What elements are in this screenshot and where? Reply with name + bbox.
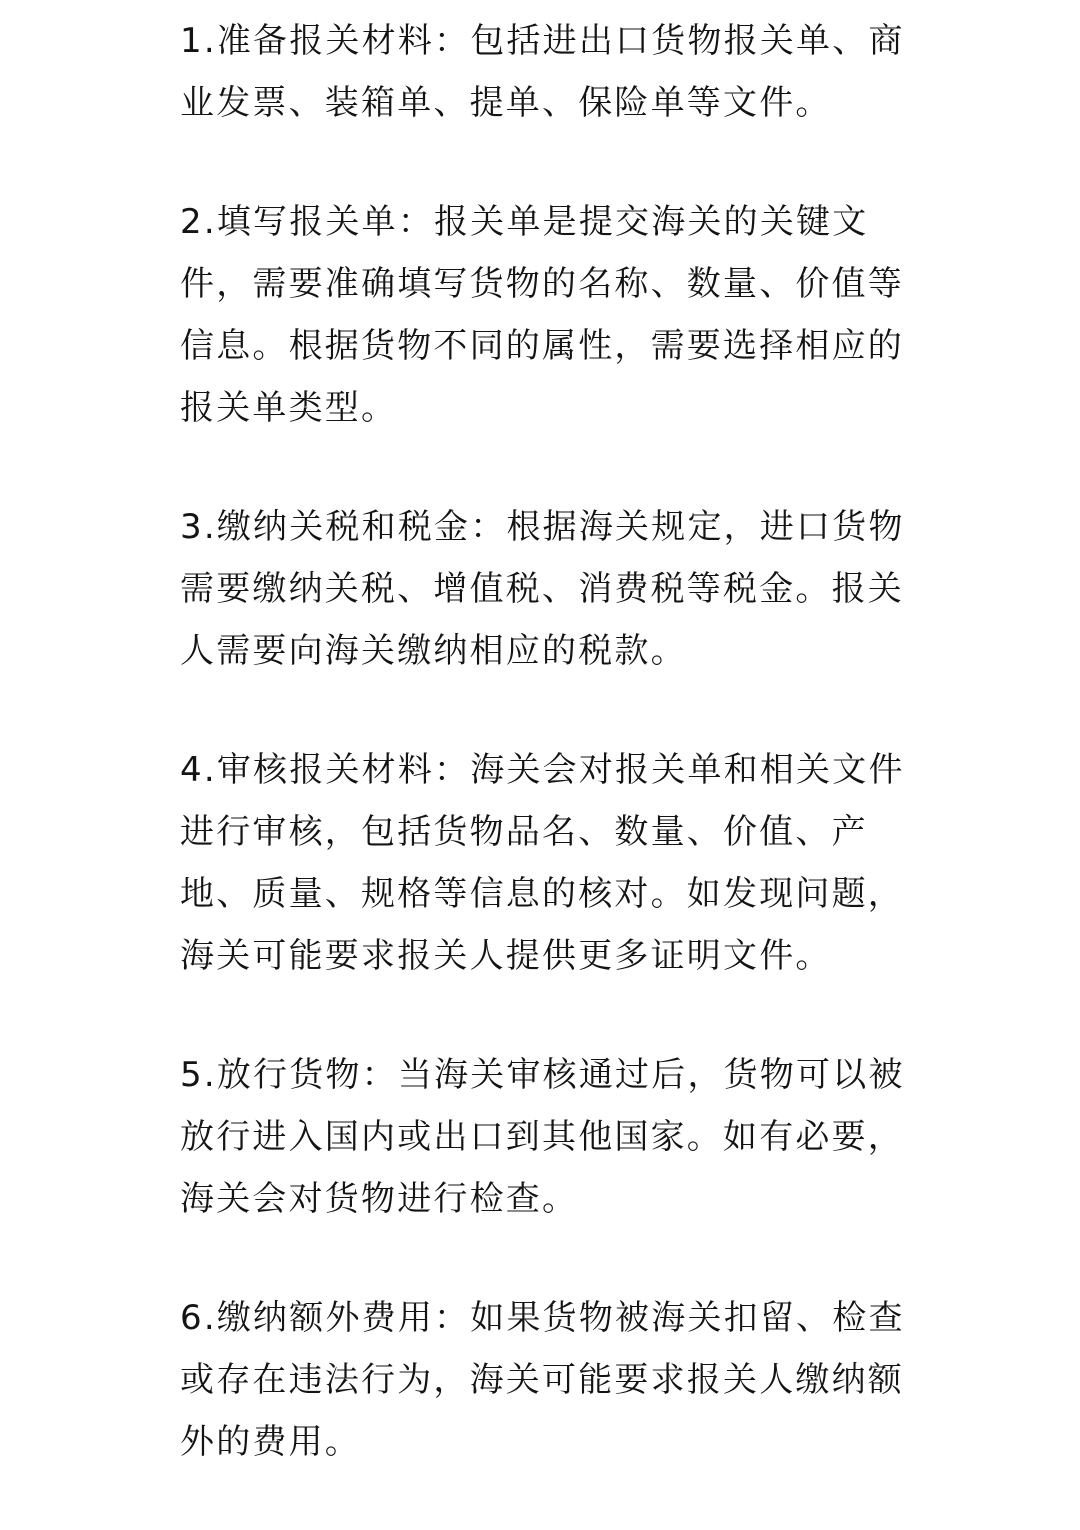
step-number: 3. (180, 507, 217, 547)
step-number: 6. (180, 1298, 217, 1338)
step-separator: ： (470, 507, 507, 547)
step-separator: ： (434, 750, 471, 790)
step-item-2 (180, 191, 940, 439)
step-title: 放行货物 (216, 1055, 362, 1095)
step-item-3 (180, 496, 940, 682)
step-title: 准备报关材料 (216, 21, 435, 61)
step-title: 缴纳关税和税金 (216, 507, 471, 547)
step-number: 4. (180, 750, 217, 790)
step-paragraph (180, 191, 940, 439)
step-paragraph (180, 496, 940, 682)
step-number: 5. (180, 1055, 217, 1095)
step-separator: ： (434, 1298, 471, 1338)
step-title: 审核报关材料 (216, 750, 435, 790)
customs-steps-list (180, 10, 940, 1530)
step-item-6 (180, 1287, 940, 1473)
step-number: 2. (180, 202, 217, 242)
step-number: 1. (180, 21, 217, 61)
step-body: 报关单是提交海关的关键文件，需要准确填写货物的名称、数量、价值等信息。根据货物不同的属性，需要选择相应的报关单类型。 (180, 202, 904, 428)
step-body: 包括进出口货物报关单、商业发票、装箱单、提单、保险单等文件。 (180, 21, 905, 123)
step-paragraph (180, 10, 940, 134)
step-title: 填写报关单 (216, 202, 398, 242)
step-separator: ： (361, 1055, 398, 1095)
step-separator: ： (397, 202, 435, 242)
step-paragraph (180, 1044, 940, 1230)
step-title: 缴纳额外费用 (216, 1298, 435, 1338)
step-item-4 (180, 739, 940, 987)
step-paragraph (180, 1287, 940, 1473)
step-item-5 (180, 1044, 940, 1230)
step-separator: ： (434, 21, 471, 61)
step-paragraph (180, 739, 940, 987)
step-item-1 (180, 10, 940, 134)
step-body: 根据海关规定，进口货物需要缴纳关税、增值税、消费税等税金。报关人需要向海关缴纳相应的税款。 (180, 507, 905, 671)
step-body: 如果货物被海关扣留、检查或存在违法行为，海关可能要求报关人缴纳额外的费用。 (180, 1298, 905, 1462)
step-body: 当海关审核通过后，货物可以被放行进入国内或出口到其他国家。如有必要，海关会对货物进行检查。 (180, 1055, 905, 1219)
step-body: 海关会对报关单和相关文件进行审核，包括货物品名、数量、价值、产地、质量、规格等信息的核对。如发现问题，海关可能要求报关人提供更多证明文件。 (180, 750, 905, 976)
